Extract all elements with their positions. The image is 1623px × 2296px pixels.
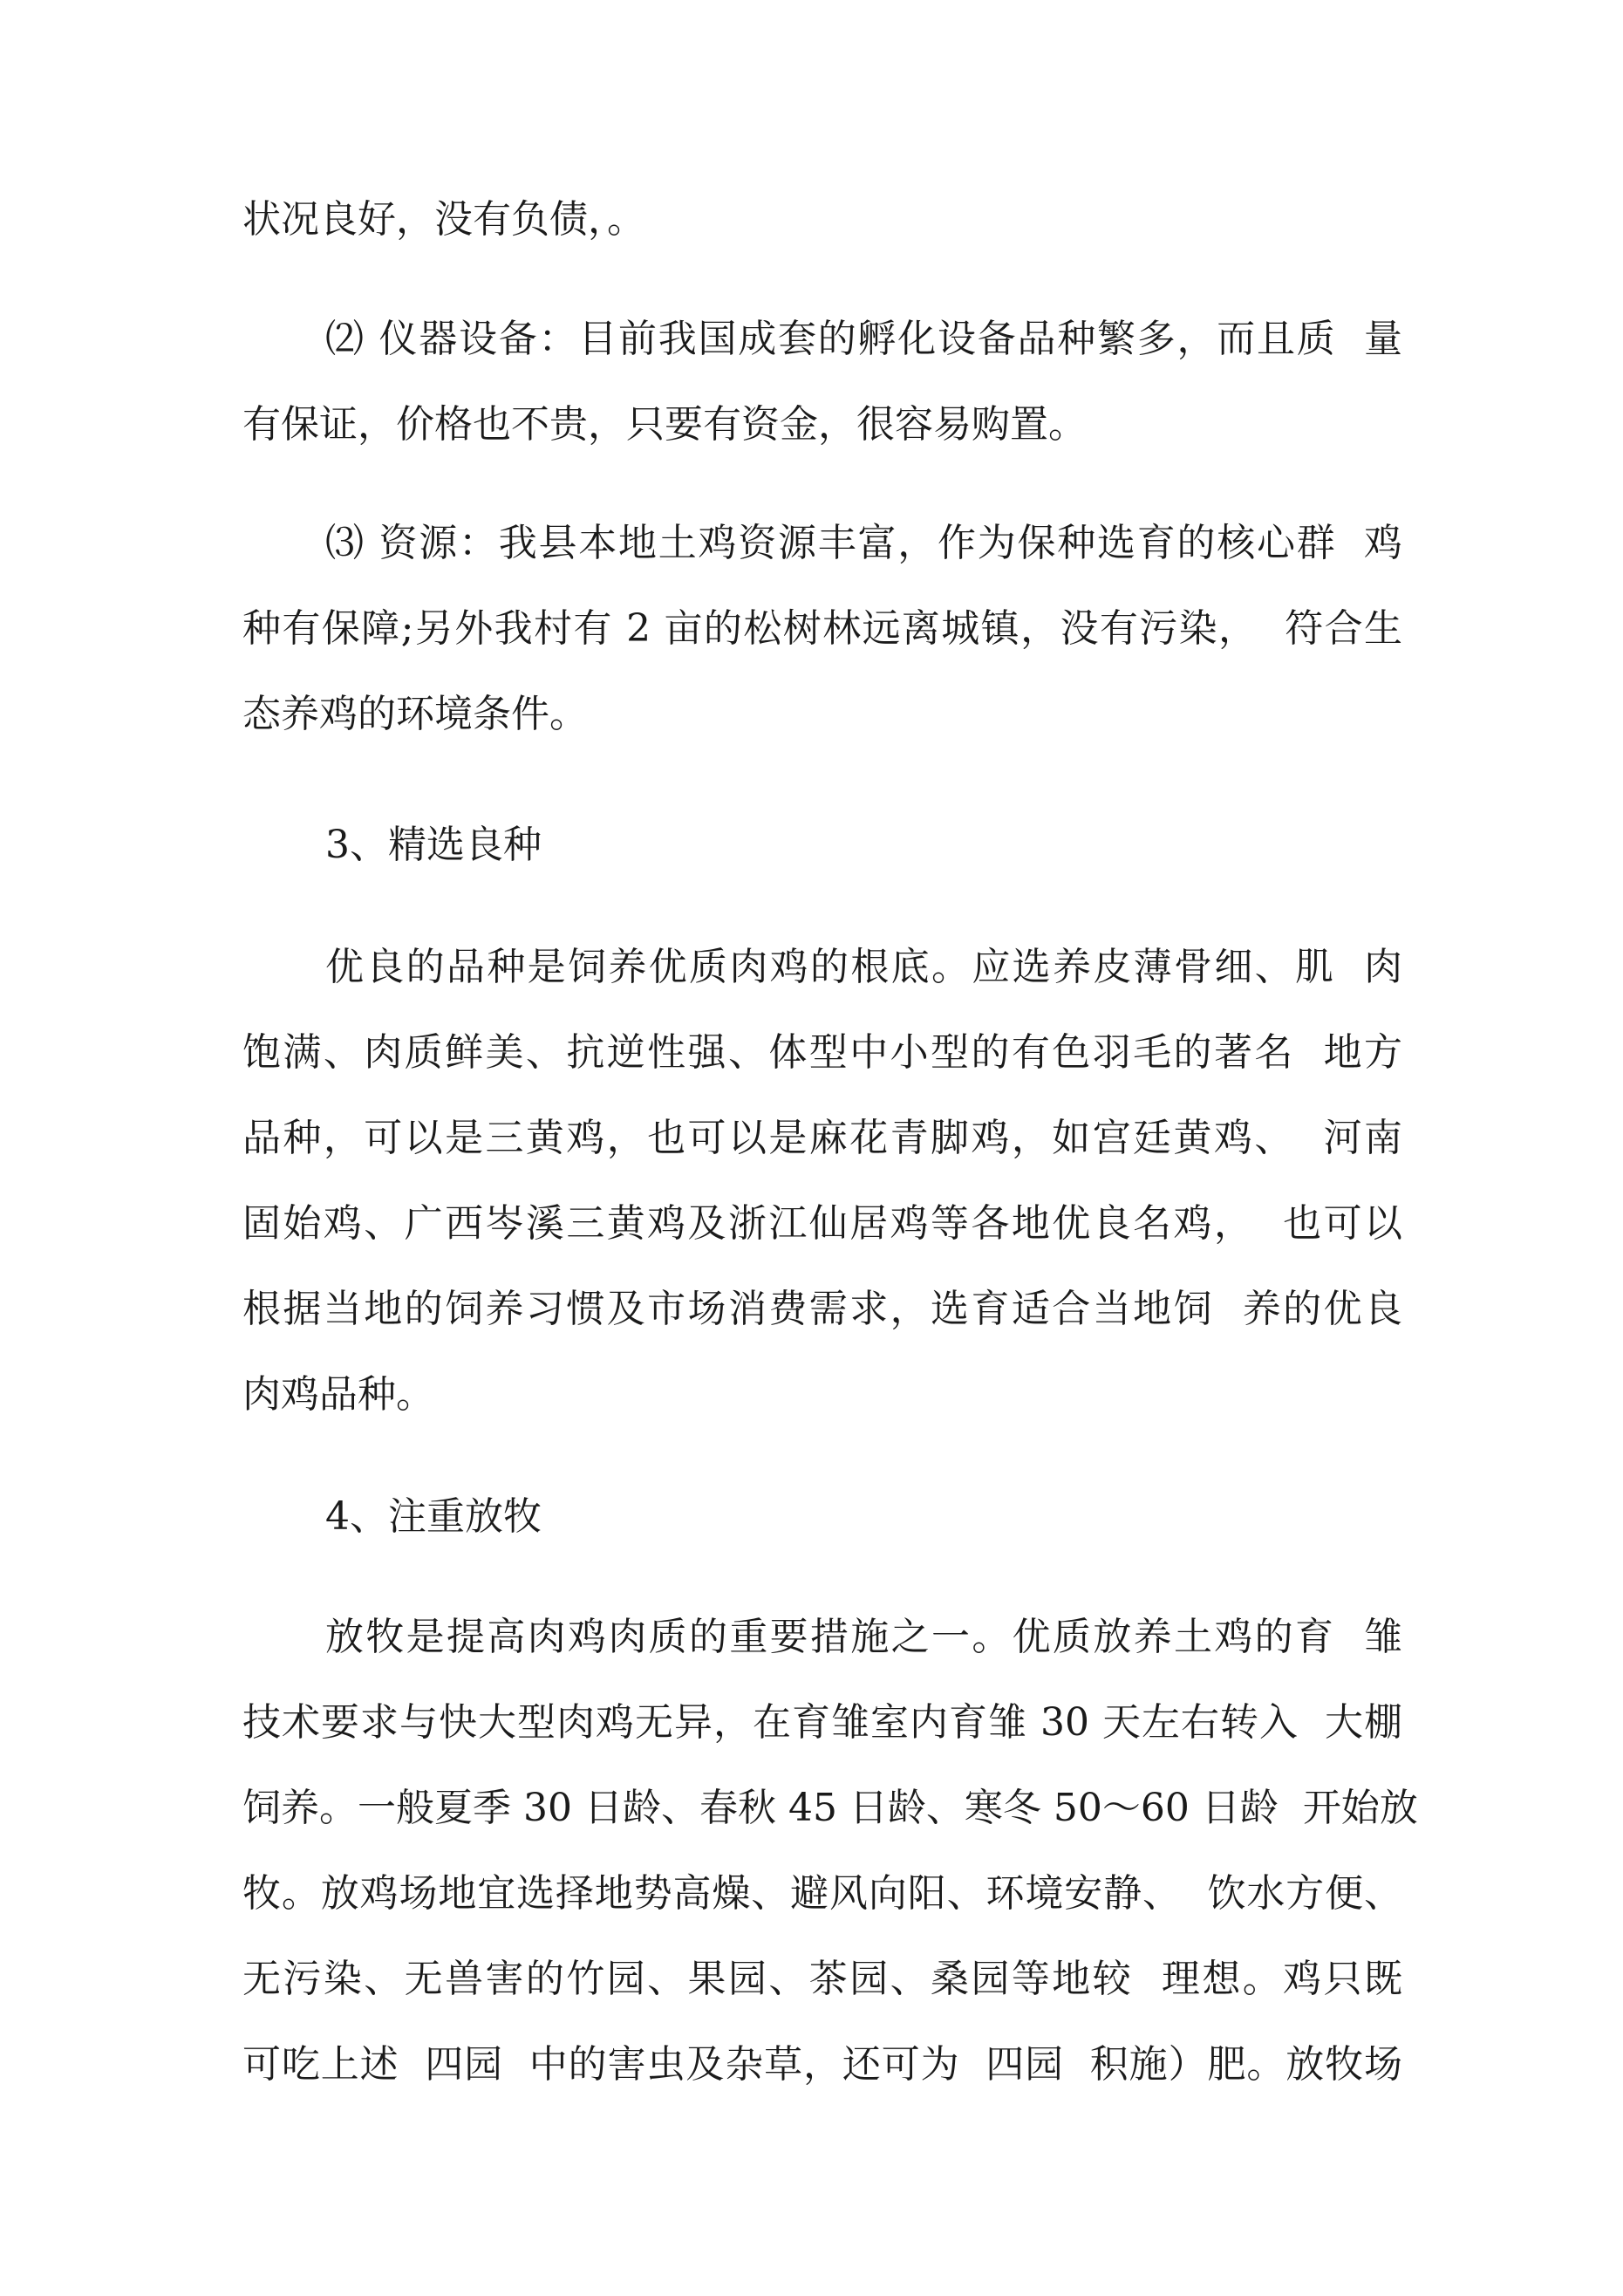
- text-line-19: 无污染、无兽害的竹园、果园、茶园、桑园等地较 理想。鸡只既: [242, 1957, 1402, 2001]
- document-page: [242, 0, 1418, 2296]
- text-line-6: 态养鸡的环境条件。: [242, 692, 588, 736]
- text-line-2: ⑵ 仪器设备：目前我国成套的孵化设备品种繁多，而且质 量: [325, 317, 1402, 361]
- section-heading-3: 3、精选良种: [325, 823, 542, 867]
- text-line-11: 固始鸡、广西岑溪三黄鸡及浙江仙居鸡等各地优良名鸡， 也可以: [242, 1201, 1402, 1246]
- text-line-12: 根据当地的饲养习惯及市场消费需求，选育适合当地饲 养的优良: [242, 1287, 1402, 1331]
- section-heading-4: 4、注重放牧: [325, 1494, 542, 1539]
- text-line-4: ⑶ 资源：我县本地土鸡资源丰富，作为保种选育的核心群 鸡: [325, 521, 1402, 565]
- text-line-3: 有保证，价格也不贵，只要有资金，很容易购置。: [242, 402, 1087, 447]
- text-line-13: 肉鸡品种。: [242, 1372, 434, 1417]
- text-line-10: 品种，可以是三黄鸡，也可以是麻花青脚鸡，如宫廷黄鸡、 河南: [242, 1116, 1402, 1160]
- text-line-17: 饲养。一般夏季 30 日龄、春秋 45 日龄、寒冬 50〜60 日龄 开始放: [242, 1786, 1418, 1830]
- text-line-16: 技术要求与快大型肉鸡无异，在育雏室内育雏 30 天左右转入 大棚: [242, 1700, 1402, 1745]
- text-line-18: 牧。放鸡场地宜选择地势高燥、避风向阳、环境安静、 饮水方便、: [242, 1871, 1402, 1916]
- text-line-8: 优良的品种是饲养优质肉鸡的根底。应选养皮薄骨细、肌 肉: [325, 945, 1402, 989]
- text-line-15: 放牧是提高肉鸡肉质的重要措施之一。优质放养土鸡的育 雏: [325, 1615, 1402, 1659]
- text-line-20: 可吃上述 四园 中的害虫及杂草，还可为 四园 积施）肥。放牧场: [242, 2042, 1402, 2087]
- text-line-1: 状况良好，没有负债，。: [242, 197, 645, 242]
- text-line-9: 饱满、肉质鲜美、抗逆性强、体型中小型的有色羽毛的著名 地方: [242, 1030, 1402, 1075]
- text-line-5: 种有保障;另外我村有 2 亩的松树林远离城镇，没有污染， 符合生: [242, 606, 1402, 651]
